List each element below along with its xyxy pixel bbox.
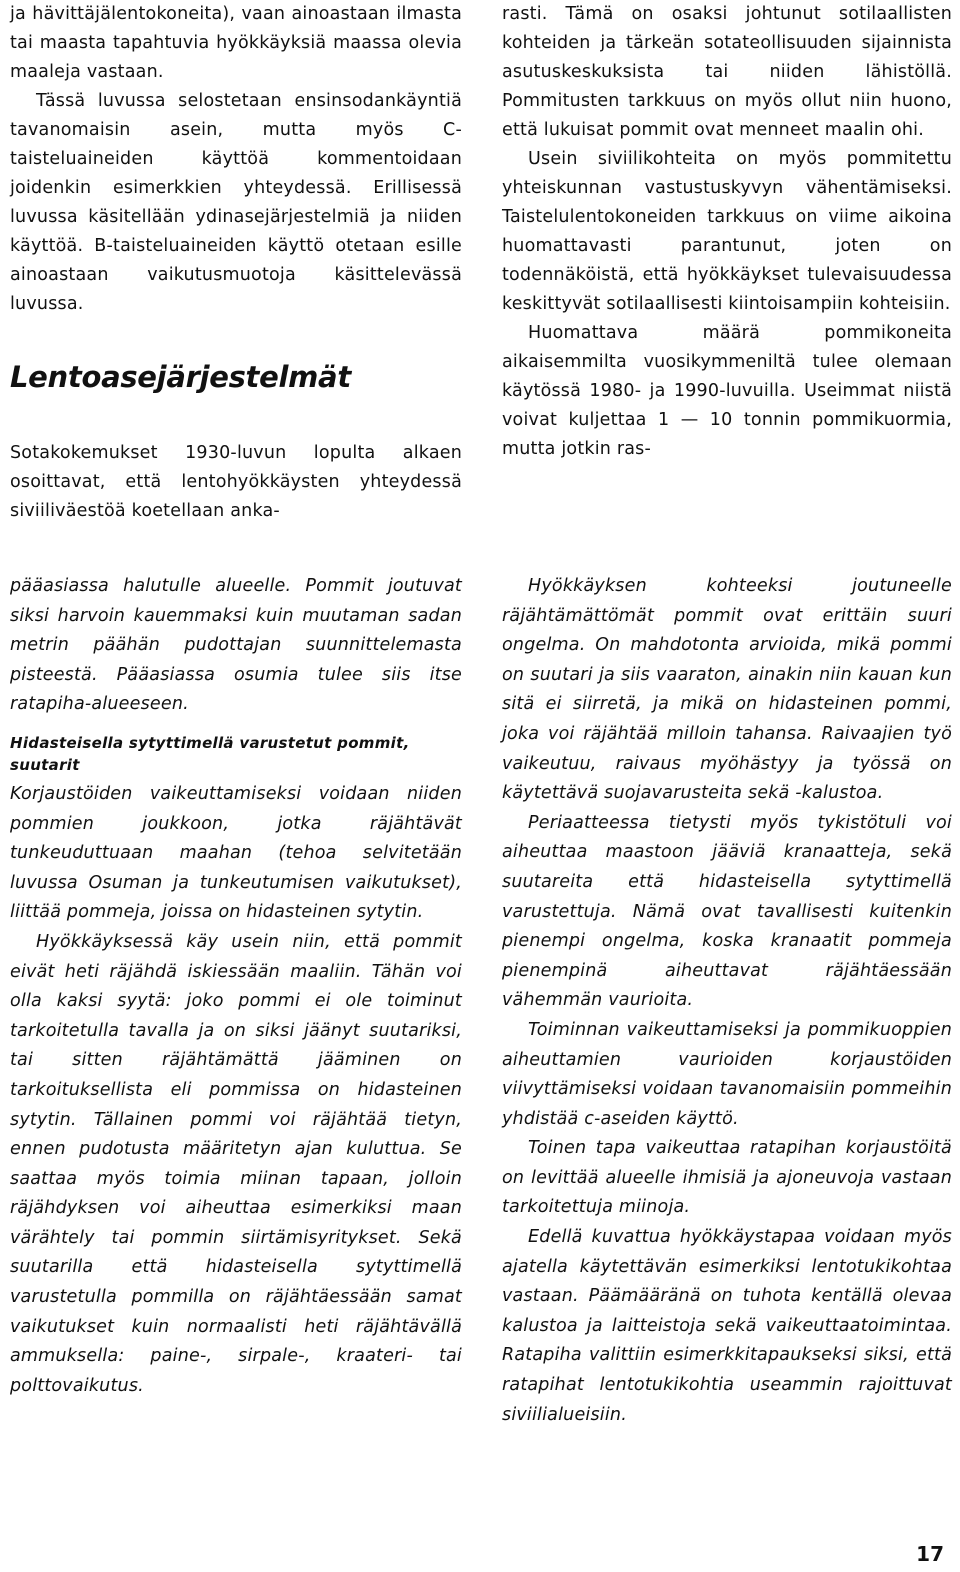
paragraph: rasti. Tämä on osaksi johtunut sotilaallisten kohteiden ja tärkeän sotateollisuuden sijainnista asutuskeskuksista tai niiden lähistöllä. Pommitusten tarkkuus on myös ollut niin huono, että lukuisat pommit ovat menneet maalin ohi. [502,4,952,140]
page-number: 17 [916,1542,944,1566]
paragraph: Usein siviilikohteita on myös pommitettu yhteiskunnan vastustuskyvyn vähentämiseksi. Taistelulentokoneiden tarkkuus on viime aikoina huomattavasti parantunut, joten on todennäköistä, että hyökkäykset tulevaisuudessa keskittyvät sotilaallisesti kiintoisampiin kohteisiin. [502,149,952,314]
paragraph: pääasiassa halutulle alueelle. Pommit joutuvat siksi harvoin kauemmaksi kuin muutaman sadan metrin päähän pudottajan suunnittelemasta pisteestä. Pääasiassa osumia tulee siis itse ratapiha-alueeseen. [10,576,462,715]
paragraph: Periaatteessa tietysti myös tykistötuli voi aiheuttaa maastoon jääviä kranaatteja, sekä suutareita että hidasteisella sytyttimellä varustettuja. Nämä ovat tavallisesti kuitenkin pienempi ongelma, koska kranaatit pommeja pienempinä aiheuttavat räjähtäessään vähemmän vaurioita. [502,812,952,1011]
paragraph: Toinen tapa vaikeuttaa ratapihan korjaustöitä on levittää alueelle ihmisiä ja ajoneuvoja vastaan tarkoitettuja miinoja. [502,1138,952,1218]
subheading: Hidasteisella sytyttimellä varustetut pommit, suutarit [10,733,410,774]
paragraph: Korjaustöiden vaikeuttamiseksi voidaan niiden pommien joukkoon, jotka räjähtävät tunkeuduttuaan maahan (tehoa selvitetään luvussa Osuman ja tunkeutumisen vaikutukset), liittää pommeja, joissa on hidasteinen sytytin. [10,783,462,923]
paragraph: Hyökkäyksessä käy usein niin, että pommit eivät heti räjähdä iskiessään maaliin. Tähän voi olla kaksi syytä: joko pommi ei ole toiminut tarkoitetulla tavalla ja on siksi jäänyt suutariksi, tai sitten räjähtämättä jääminen on tarkoituksellista eli pommissa on hidasteinen sytytin. Tällainen pommi voi räjähtää tietyn, ennen pudotusta määritetyn ajan kuluttua. Se saattaa myös toimia miinan tapaan, jolloin räjähdyksen voi aiheuttaa esimerkiksi maan värähtely tai pommin siirtämisyritykset. Sekä suutarilla että hidasteisella sytyttimellä varustetulla pommilla on räjähtäessään samat vaikutukset kuin normaalisti heti räjähtävällä ammuksella: paine-, sirpale-, kraateri- tai polttovaikutus. [10,931,462,1396]
top-right-column [502,0,952,464]
bottom-left-column [10,572,462,1401]
paragraph: Huomattava määrä pommikoneita aikaisemmilta vuosikymmeniltä tulee olemaan käytössä 1980- ja 1990-luvuilla. Useimmat niistä voivat kuljettaa 1 — 10 tonnin pommikuormia, mutta jotkin ras- [502,323,952,459]
top-left-column [10,0,462,526]
bottom-right-column [502,572,952,1430]
paragraph: Tässä luvussa selostetaan ensinsodankäyntiä tavanomaisin asein, mutta myös C-taisteluaineiden käyttöä kommentoidaan joidenkin esimerkkien yhteydessä. Erillisessä luvussa käsitellään ydinasejärjestelmiä ja niiden käyttöä. B-taisteluaineiden käyttö otetaan esille ainoastaan vaikutusmuotoja käsittelevässä luvussa. [10,91,462,314]
paragraph: Toiminnan vaikeuttamiseksi ja pommikuoppien aiheuttamien vaurioiden korjaustöiden viivyttämiseksi voidaan tavanomaisiin pommeihin yhdistää c-aseiden käyttö. [502,1019,952,1129]
section-heading: Lentoasejärjestelmät [10,360,351,394]
paragraph: ja hävittäjälentokoneita), vaan ainoastaan ilmasta tai maasta tapahtuvia hyökkäyksiä maassa olevia maaleja vastaan. [10,4,462,82]
paragraph: Sotakokemukset 1930-luvun lopulta alkaen osoittavat, että lentohyökkäysten yhteydessä siviiliväestöä koetellaan anka- [10,443,462,521]
paragraph: Edellä kuvattua hyökkäystapaa voidaan myös ajatella käytettävän esimerkiksi lentotukikohtaa vastaan. Päämääränä on tuhota kentällä olevaa kalustoa ja laitteistoja sekä vaikeuttaatoimintaa. Ratapiha valittiin esimerkkitapaukseksi siksi, että ratapihat lentotukikohtia useammin rajoittuvat siviilialueisiin. [502,1227,952,1425]
paragraph: Hyökkäyksen kohteeksi joutuneelle räjähtämättömät pommit ovat erittäin suuri ongelma. On mahdotonta arvioida, mikä pommi on suutari ja siis vaaraton, ainakin niin kauan kun sitä ei siirretä, ja mikä on hidasteinen pommi, joka voi räjähtää milloin tahansa. Raivaajien työ vaikeutuu, raivaus myöhästyy ja työssä on käytettävä suojavarusteita sekä -kalustoa. [502,576,952,804]
